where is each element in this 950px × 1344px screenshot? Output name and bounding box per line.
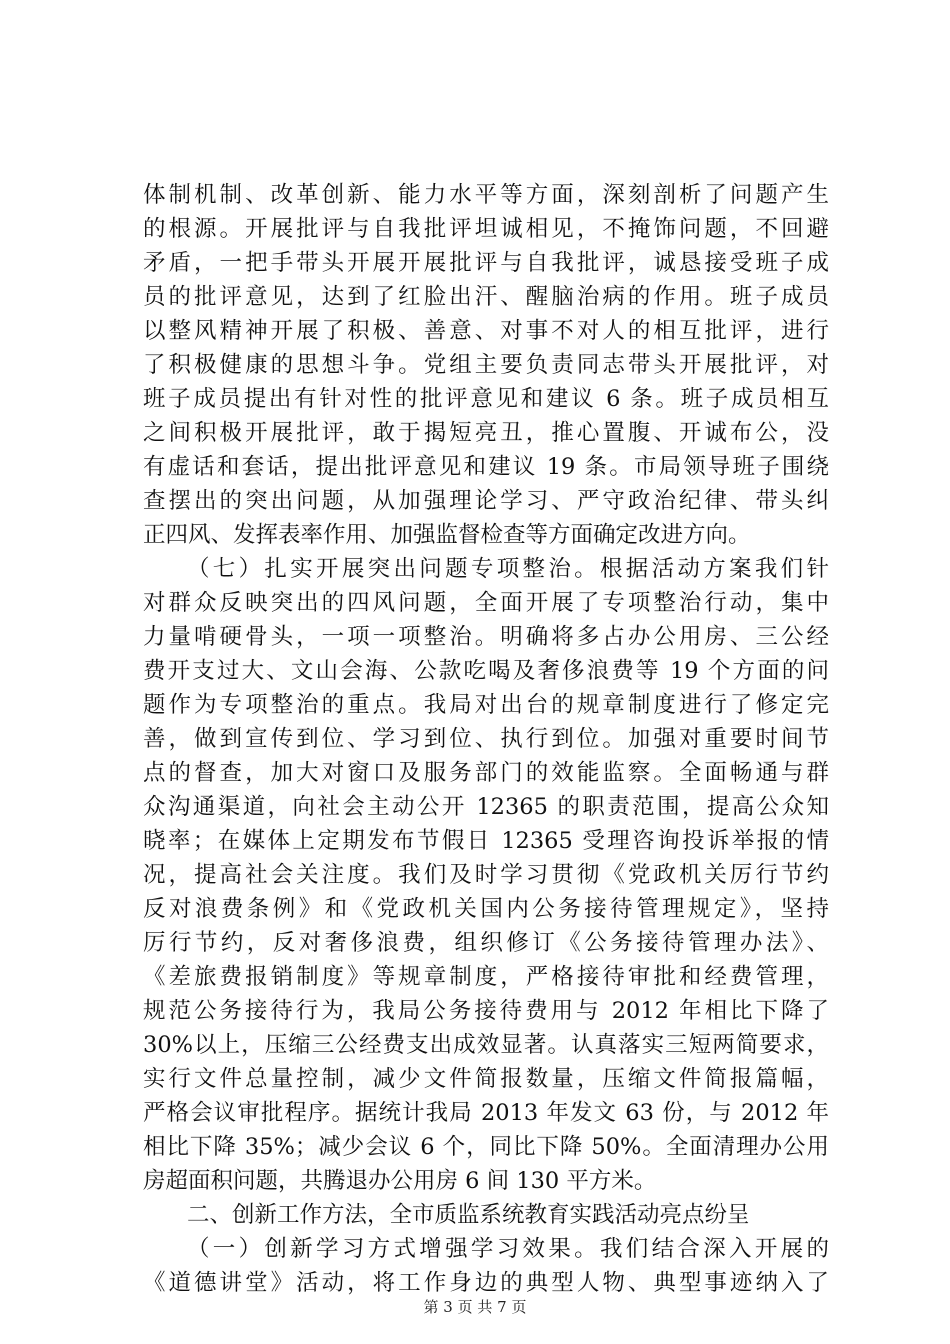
body-line: 相比下降 35%；减少会议 6 个，同比下降 50%。全面清理办公用 — [143, 1134, 829, 1160]
body-line: 班子成员提出有针对性的批评意见和建议 6 条。班子成员相互 — [143, 386, 829, 412]
body-line: 况，提高社会关注度。我们及时学习贯彻《党政机关厉行节约 — [143, 862, 829, 888]
section-heading-2: 二、创新工作方法，全市质监系统教育实践活动亮点纷呈 — [187, 1202, 750, 1228]
section-heading-7: （七）扎实开展突出问题专项整治。根据活动方案我们针 — [187, 556, 829, 582]
body-line: 《道德讲堂》活动，将工作身边的典型人物、典型事迹纳入了 — [143, 1270, 829, 1296]
body-line: 查摆出的突出问题，从加强理论学习、严守政治纪律、带头纠 — [143, 488, 829, 514]
body-line: 矛盾，一把手带头开展开展批评与自我批评，诚恳接受班子成 — [143, 250, 829, 276]
body-line: 善，做到宣传到位、学习到位、执行到位。加强对重要时间节 — [143, 726, 829, 752]
body-line: 房超面积问题，共腾退办公用房 6 间 130 平方米。 — [143, 1168, 657, 1194]
body-line: 费开支过大、文山会海、公款吃喝及奢侈浪费等 19 个方面的问 — [143, 658, 829, 684]
body-line: 正四风、发挥表率作用、加强监督检查等方面确定改进方向。 — [143, 522, 751, 548]
body-line: 力量啃硬骨头，一项一项整治。明确将多占办公用房、三公经 — [143, 624, 829, 650]
body-line: 规范公务接待行为，我局公务接待费用与 2012 年相比下降了 — [143, 998, 829, 1024]
page-number-footer: 第 3 页 共 7 页 — [423, 1298, 527, 1316]
body-line: 众沟通渠道，向社会主动公开 12365 的职责范围，提高公众知 — [143, 794, 829, 820]
body-line: 体制机制、改革创新、能力水平等方面，深刻剖析了问题产生 — [143, 182, 829, 208]
body-line: 实行文件总量控制，减少文件简报数量，压缩文件简报篇幅， — [143, 1066, 829, 1092]
body-line: 对群众反映突出的四风问题，全面开展了专项整治行动，集中 — [143, 590, 829, 616]
body-line: 《差旅费报销制度》等规章制度，严格接待审批和经费管理， — [143, 964, 829, 990]
body-line: 之间积极开展批评，敢于揭短亮丑，推心置腹、开诚布公，没 — [143, 420, 829, 446]
body-line: 题作为专项整治的重点。我局对出台的规章制度进行了修定完 — [143, 692, 829, 718]
body-line: 有虚话和套话，提出批评意见和建议 19 条。市局领导班子围绕 — [143, 454, 829, 480]
body-line: 30%以上，压缩三公经费支出成效显著。认真落实三短两简要求， — [143, 1032, 829, 1058]
body-line: 员的批评意见，达到了红脸出汗、醒脑治病的作用。班子成员 — [143, 284, 829, 310]
body-line: 以整风精神开展了积极、善意、对事不对人的相互批评，进行 — [143, 318, 829, 344]
body-line: 反对浪费条例》和《党政机关国内公务接待管理规定》，坚持 — [143, 896, 829, 922]
body-line: 了积极健康的思想斗争。党组主要负责同志带头开展批评，对 — [143, 352, 829, 378]
body-line: 严格会议审批程序。据统计我局 2013 年发文 63 份，与 2012 年 — [143, 1100, 829, 1126]
body-line: 晓率；在媒体上定期发布节假日 12365 受理咨询投诉举报的情 — [143, 828, 829, 854]
body-line: 点的督查，加大对窗口及服务部门的效能监察。全面畅通与群 — [143, 760, 829, 786]
body-line: 的根源。开展批评与自我批评坦诚相见，不掩饰问题，不回避 — [143, 216, 829, 242]
subsection-heading-1: （一）创新学习方式增强学习效果。我们结合深入开展的 — [187, 1236, 829, 1262]
body-line: 厉行节约，反对奢侈浪费，组织修订《公务接待管理办法》、 — [143, 930, 829, 956]
